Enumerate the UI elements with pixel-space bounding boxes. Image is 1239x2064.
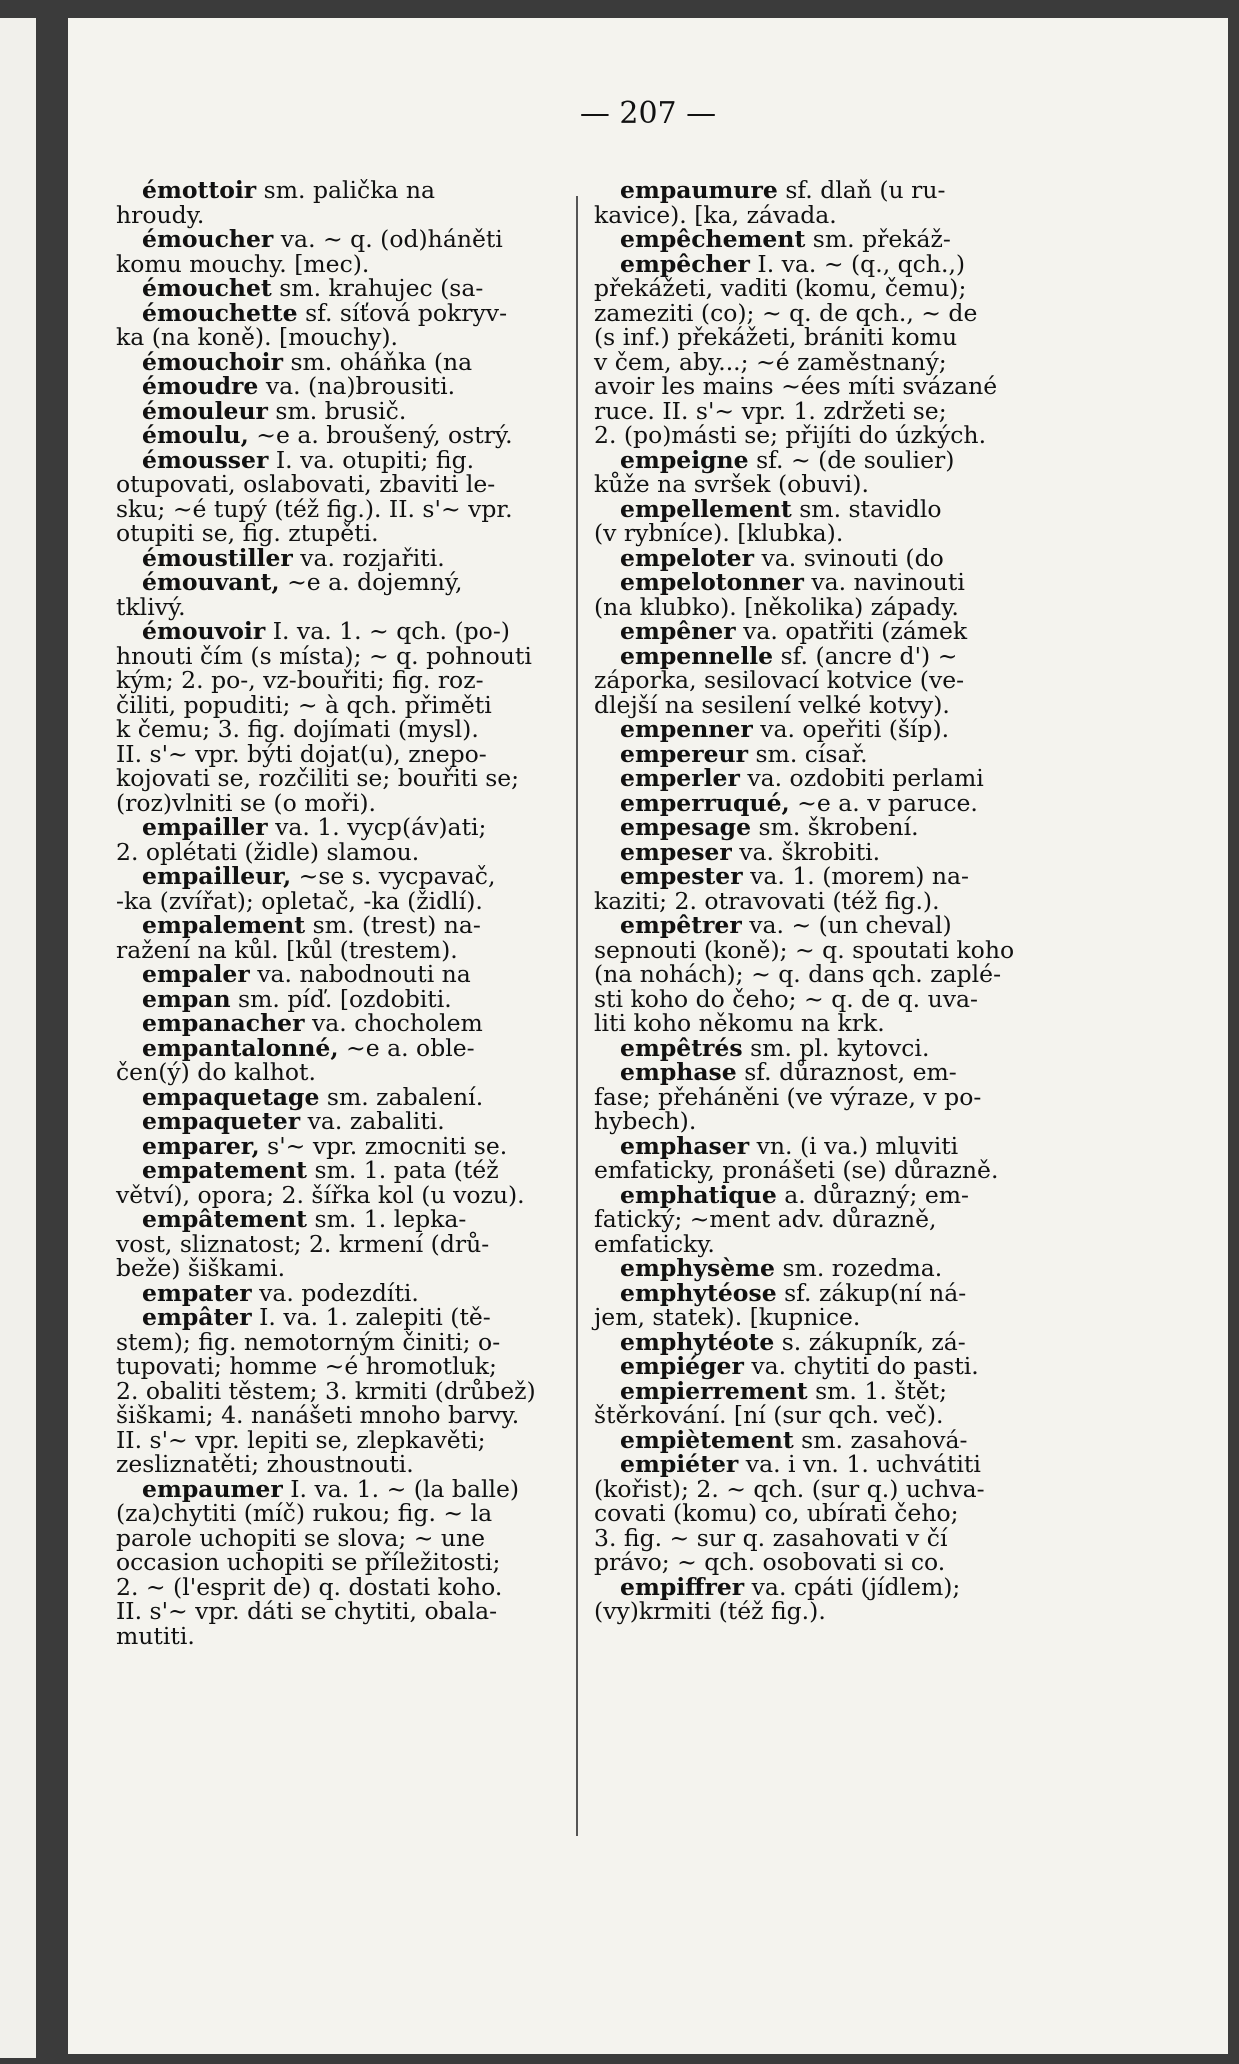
entry-text-line: tklivý. (116, 592, 186, 621)
entry-headword-line: empeigne sf. ~ (de soulier) (620, 445, 955, 474)
entry-text-line: 2. oplétati (židle) slamou. (116, 837, 420, 866)
entry-headword-line: empiètement sm. zasahová- (620, 1425, 968, 1454)
entry-text-line: v čem, aby...; ~é zaměstnaný; (594, 347, 947, 376)
entry-headword-line: emphytéose sf. zákup(ní ná- (620, 1278, 967, 1307)
entry-headword-line: émouchet sm. krahujec (sa- (142, 274, 484, 302)
entry-text-line: ražení na kůl. [kůl (trestem). (116, 935, 458, 964)
entry-text-line: zesliznatěti; zhoustnouti. (116, 1450, 414, 1478)
entry-headword-line: empaumer I. va. 1. ~ (la balle) (142, 1474, 520, 1503)
entry-headword-line: émoucher va. ~ q. (od)háněti (142, 225, 503, 253)
entry-text-line: (na nohách); ~ q. dans qch. zaplé- (594, 960, 1002, 988)
entry-text-line: kaziti; 2. otravovati (též fig.). (594, 886, 940, 915)
entry-text-line: 2. (po)másti se; přijíti do úzkých. (594, 421, 987, 449)
entry-text-line: (na klubko). [několika) západy. (594, 592, 959, 621)
column-divider (576, 196, 578, 1836)
entry-headword-line: empiéger va. chytiti do pasti. (620, 1352, 979, 1380)
entry-headword-line: empaqueter va. zabaliti. (142, 1107, 445, 1135)
entry-text-line: II. s'~ vpr. lepiti se, zlepkavěti; (116, 1425, 486, 1454)
entry-headword-line: émousser I. va. otupiti; fig. (142, 445, 475, 474)
entry-text-line: II. s'~ vpr. dáti se chytiti, obala- (116, 1597, 498, 1625)
entry-headword-line: empêtrer va. ~ (un cheval) (620, 911, 952, 939)
left-column (116, 178, 576, 1648)
entry-text-line: (s inf.) překážeti, brániti komu (594, 323, 958, 351)
entry-headword-line: empâtement sm. 1. lepka- (142, 1205, 467, 1233)
entry-text-line: ruce. II. s'~ vpr. 1. zdržeti se; (594, 396, 947, 425)
right-column (594, 178, 1054, 1624)
entry-headword-line: emparer, s'~ vpr. zmocniti se. (142, 1131, 508, 1160)
entry-headword-line: empan sm. píď. [ozdobiti. (142, 984, 452, 1013)
entry-headword-line: empêchement sm. překáž- (620, 225, 951, 253)
entry-text-line: kým; 2. po-, vz-bouřiti; fig. roz- (116, 666, 484, 694)
entry-headword-line: empelotonner va. navinouti (620, 568, 965, 596)
entry-headword-line: émoulu, ~e a. broušený, ostrý. (142, 421, 513, 449)
entry-text-line: čen(ý) do kalhot. (116, 1058, 316, 1086)
entry-text-line: emfaticky. (594, 1229, 715, 1258)
entry-headword-line: empantalonné, ~e a. oble- (142, 1033, 475, 1062)
entry-text-line: (za)chytiti (míč) rukou; fig. ~ la (116, 1499, 493, 1527)
entry-text-line: hybech). (594, 1107, 697, 1135)
entry-text-line: sku; ~é tupý (též fig.). II. s'~ vpr. (116, 494, 513, 523)
entry-text-line: -ka (zvířat); opletač, -ka (židlí). (116, 886, 483, 915)
entry-headword-line: émouleur sm. brusič. (142, 396, 407, 425)
entry-headword-line: empatement sm. 1. pata (též (142, 1156, 499, 1184)
entry-headword-line: empenner va. opeřiti (šíp). (620, 715, 950, 743)
entry-text-line: 2. obaliti těstem; 3. krmiti (drůbež) (116, 1376, 536, 1405)
entry-text-line: beže) šiškami. (116, 1254, 286, 1282)
entry-text-line: covati (komu) co, ubírati čeho; (594, 1499, 959, 1527)
entry-headword-line: empailleur, ~se s. vycpavač, (142, 862, 496, 890)
entry-text-line: fatický; ~ment adv. důrazně, (594, 1205, 937, 1233)
entry-text-line: mutiti. (116, 1621, 195, 1650)
entry-text-line: právo; ~ qch. osobovati si co. (594, 1548, 946, 1576)
entry-headword-line: emphysème sm. rozedma. (620, 1254, 943, 1282)
entry-headword-line: empereur sm. císař. (620, 739, 868, 768)
entry-text-line: ka (na koně). [mouchy). (116, 323, 398, 351)
entry-headword-line: emphatique a. důrazný; em- (620, 1180, 969, 1209)
entry-headword-line: emphytéote s. zákupník, zá- (620, 1327, 966, 1356)
entry-text-line: (vy)krmiti (též fig.). (594, 1597, 826, 1625)
entry-text-line: emfaticky, pronášeti (se) důrazně. (594, 1156, 999, 1184)
entry-text-line: stem); fig. nemotorným činiti; o- (116, 1327, 501, 1356)
entry-text-line: komu mouchy. [mec). (116, 249, 370, 278)
entry-headword-line: emperler va. ozdobiti perlami (620, 764, 984, 792)
entry-headword-line: empalement sm. (trest) na- (142, 911, 481, 939)
entry-text-line: zameziti (co); ~ q. de qch., ~ de (594, 298, 978, 327)
entry-text-line: větví), opora; 2. šířka kol (u vozu). (116, 1180, 525, 1209)
entry-headword-line: émouvoir I. va. 1. ~ qch. (po-) (142, 617, 510, 645)
entry-text-line: (v rybníce). [klubka). (594, 519, 844, 547)
entry-headword-line: empierrement sm. 1. štět; (620, 1376, 948, 1405)
entry-text-line: vost, sliznatost; 2. krmení (drů- (116, 1229, 490, 1258)
entry-headword-line: empêtrés sm. pl. kytovci. (620, 1033, 930, 1062)
entry-text-line: (kořist); 2. ~ qch. (sur q.) uchva- (594, 1474, 985, 1503)
entry-headword-line: empêner va. opatřiti (zámek (620, 617, 968, 645)
entry-headword-line: émoustiller va. rozjařiti. (142, 543, 445, 572)
entry-headword-line: empiffrer va. cpáti (jídlem); (620, 1572, 961, 1601)
entry-text-line: (roz)vlniti se (o moři). (116, 788, 377, 817)
entry-headword-line: émoudre va. (na)brousiti. (142, 372, 456, 400)
entry-headword-line: empesage sm. škrobení. (620, 813, 919, 841)
entry-text-line: k čemu; 3. fig. dojímati (mysl). (116, 715, 479, 743)
entry-text-line: sepnouti (koně); ~ q. spoutati koho (594, 935, 1015, 964)
entry-text-line: šiškami; 4. nanášeti mnoho barvy. (116, 1401, 520, 1429)
entry-text-line: štěrkování. [ní (sur qch. več). (594, 1401, 944, 1429)
entry-text-line: occasion uchopiti se příležitosti; (116, 1548, 501, 1576)
dictionary-page (68, 18, 1228, 2054)
entry-headword-line: empêcher I. va. ~ (q., qch.,) (620, 249, 966, 278)
entry-headword-line: empellement sm. stavidlo (620, 494, 942, 523)
entry-text-line: kojovati se, rozčiliti se; bouřiti se; (116, 764, 520, 792)
entry-headword-line: empeloter va. svinouti (do (620, 543, 944, 572)
entry-text-line: čiliti, popuditi; ~ à qch. přiměti (116, 690, 492, 719)
entry-text-line: 2. ~ (l'esprit de) q. dostati koho. (116, 1572, 503, 1601)
entry-headword-line: emphase sf. důraznost, em- (620, 1058, 957, 1086)
entry-text-line: avoir les mains ~ées míti svázané (594, 372, 998, 400)
entry-headword-line: empanacher va. chocholem (142, 1009, 483, 1037)
entry-text-line: otupiti se, fig. ztupěti. (116, 519, 379, 547)
entry-text-line: parole uchopiti se slova; ~ une (116, 1523, 486, 1552)
entry-headword-line: émottoir sm. palička na (142, 176, 436, 204)
entry-text-line: kůže na svršek (obuvi). (594, 470, 869, 498)
entry-text-line: hroudy. (116, 200, 205, 229)
entry-headword-line: émouchette sf. síťová pokryv- (142, 298, 508, 327)
entry-headword-line: empester va. 1. (morem) na- (620, 862, 969, 890)
entry-text-line: hnouti čím (s místa); ~ q. pohnouti (116, 641, 532, 670)
entry-text-line: tupovati; homme ~é hromotluk; (116, 1352, 497, 1380)
entry-text-line: 3. fig. ~ sur q. zasahovati v čí (594, 1523, 948, 1552)
entry-text-line: otupovati, oslabovati, zbaviti le- (116, 470, 496, 498)
page-number: — 207 — (579, 96, 717, 131)
entry-headword-line: empaquetage sm. zabalení. (142, 1082, 484, 1111)
entry-text-line: záporka, sesilovací kotvice (ve- (594, 666, 965, 694)
entry-headword-line: empiéter va. i vn. 1. uchvátiti (620, 1450, 981, 1478)
previous-page-edge (0, 18, 36, 2058)
entry-text-line: liti koho někomu na krk. (594, 1009, 885, 1037)
entry-text-line: II. s'~ vpr. býti dojat(u), znepo- (116, 739, 487, 768)
entry-text-line: fase; přeháněni (ve výraze, v po- (594, 1082, 982, 1111)
entry-headword-line: empâter I. va. 1. zalepiti (tě- (142, 1303, 491, 1331)
entry-headword-line: émouvant, ~e a. dojemný, (142, 568, 463, 596)
entry-headword-line: empeser va. škrobiti. (620, 837, 881, 866)
entry-headword-line: empater va. podezdíti. (142, 1278, 419, 1307)
entry-text-line: dlejší na sesilení velké kotvy). (594, 690, 950, 719)
entry-headword-line: empaumure sf. dlaň (u ru- (620, 176, 946, 204)
entry-text-line: jem, statek). [kupnice. (594, 1303, 861, 1331)
entry-headword-line: émouchoir sm. oháňka (na (142, 347, 473, 376)
entry-text-line: kavice). [ka, závada. (594, 200, 837, 229)
entry-text-line: sti koho do čeho; ~ q. de q. uva- (594, 984, 978, 1013)
entry-text-line: překážeti, vaditi (komu, čemu); (594, 274, 967, 302)
entry-headword-line: emphaser vn. (i va.) mluviti (620, 1131, 959, 1160)
entry-headword-line: empennelle sf. (ancre d') ~ (620, 641, 958, 670)
entry-headword-line: empailler va. 1. vycp(áv)ati; (142, 813, 487, 841)
entry-headword-line: empaler va. nabodnouti na (142, 960, 471, 988)
entry-headword-line: emperruqué, ~e a. v paruce. (620, 788, 978, 817)
